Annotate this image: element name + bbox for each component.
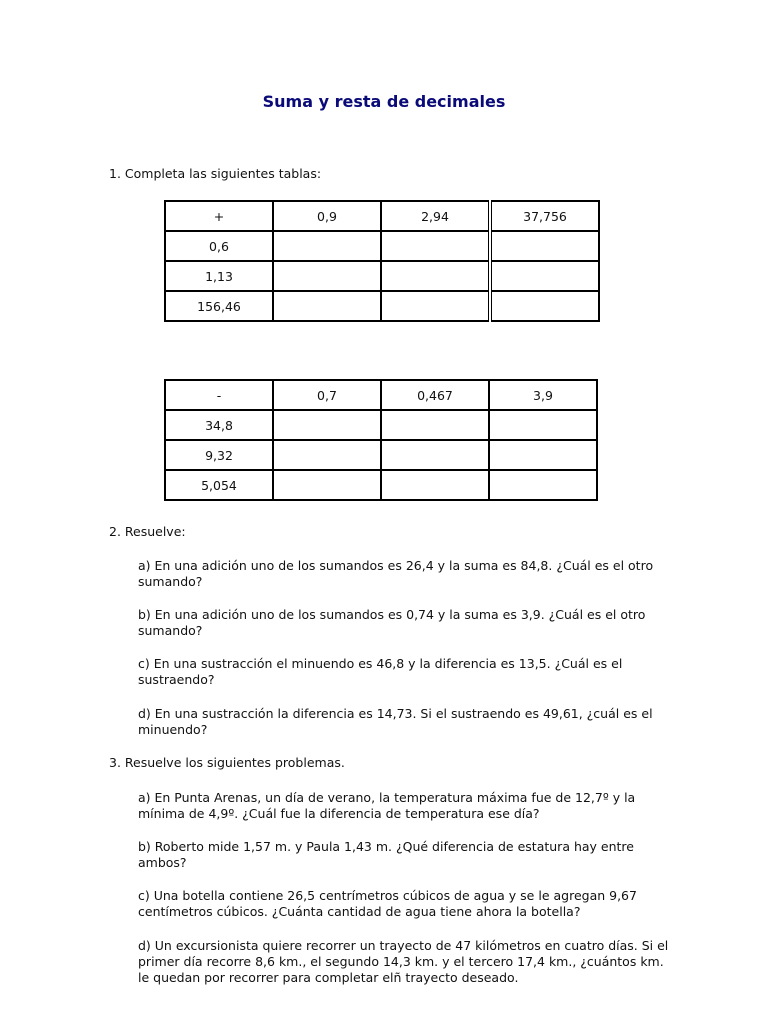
table-cell: 0,467	[381, 380, 489, 410]
question-3a: a) En Punta Arenas, un día de verano, la temperatura máxima fue de 12,7º y la mínima de 4,9º. ¿Cuál fue la diferencia de temperatura ese día?	[138, 790, 636, 821]
answer-cell	[490, 261, 599, 291]
table-row	[165, 261, 599, 291]
addition-table	[164, 200, 600, 322]
question-3d: d) Un excursionista quiere recorrer un trayecto de 47 kilómetros en cuatro días. Si el primer día recorre 8,6 km., el segundo 14,3 km. y el tercero 17,4 km., ¿cuántos km. le quedan por recorrer para completar elñ trayecto deseado.	[138, 938, 669, 985]
answer-cell	[381, 261, 490, 291]
question-2a: a) En una adición uno de los sumandos es 26,4 y la suma es 84,8. ¿Cuál es el otro sumando?	[138, 558, 654, 589]
table-row	[165, 231, 599, 261]
table-cell: 0,7	[273, 380, 381, 410]
table-cell: 0,9	[273, 201, 381, 231]
table-row	[165, 380, 597, 410]
table-row	[165, 410, 597, 440]
question-2b: b) En una adición uno de los sumandos es 0,74 y la suma es 3,9. ¿Cuál es el otro sumando?	[138, 607, 646, 638]
table-row	[165, 201, 599, 231]
table-cell: +	[165, 201, 273, 231]
answer-cell	[273, 440, 381, 470]
table-cell: 0,6	[165, 231, 273, 261]
answer-cell	[273, 470, 381, 500]
answer-cell	[489, 440, 597, 470]
answer-cell	[489, 470, 597, 500]
subtraction-table	[164, 379, 598, 501]
table-cell: 1,13	[165, 261, 273, 291]
answer-cell	[273, 291, 381, 321]
page-title: Suma y resta de decimales	[262, 92, 506, 111]
question-2d: d) En una sustracción la diferencia es 14,73. Si el sustraendo es 49,61, ¿cuál es el minuendo?	[138, 706, 653, 737]
table-cell: 37,756	[490, 201, 599, 231]
answer-cell	[381, 231, 490, 261]
table-row	[165, 440, 597, 470]
question-3c: c) Una botella contiene 26,5 centrímetros cúbicos de agua y se le agregan 9,67 centímetros cúbicos. ¿Cuánta cantidad de agua tiene ahora la botella?	[138, 888, 637, 919]
answer-cell	[490, 291, 599, 321]
table-cell: 34,8	[165, 410, 273, 440]
answer-cell	[273, 261, 381, 291]
table-row	[165, 291, 599, 321]
question-2c: c) En una sustracción el minuendo es 46,8 y la diferencia es 13,5. ¿Cuál es el sustraendo?	[138, 656, 623, 687]
table-cell: 156,46	[165, 291, 273, 321]
answer-cell	[381, 440, 489, 470]
table-cell: 5,054	[165, 470, 273, 500]
question-3-heading: 3. Resuelve los siguientes problemas.	[109, 755, 345, 770]
answer-cell	[273, 410, 381, 440]
table-cell: 9,32	[165, 440, 273, 470]
answer-cell	[273, 231, 381, 261]
table-cell: 3,9	[489, 380, 597, 410]
answer-cell	[381, 410, 489, 440]
answer-cell	[489, 410, 597, 440]
table-row	[165, 470, 597, 500]
question-2-heading: 2. Resuelve:	[109, 524, 186, 539]
answer-cell	[381, 291, 490, 321]
table-cell: 2,94	[381, 201, 490, 231]
question-3b: b) Roberto mide 1,57 m. y Paula 1,43 m. ¿Qué diferencia de estatura hay entre ambos?	[138, 839, 634, 870]
question-1-heading: 1. Completa las siguientes tablas:	[109, 166, 322, 181]
answer-cell	[490, 231, 599, 261]
table-cell: -	[165, 380, 273, 410]
answer-cell	[381, 470, 489, 500]
